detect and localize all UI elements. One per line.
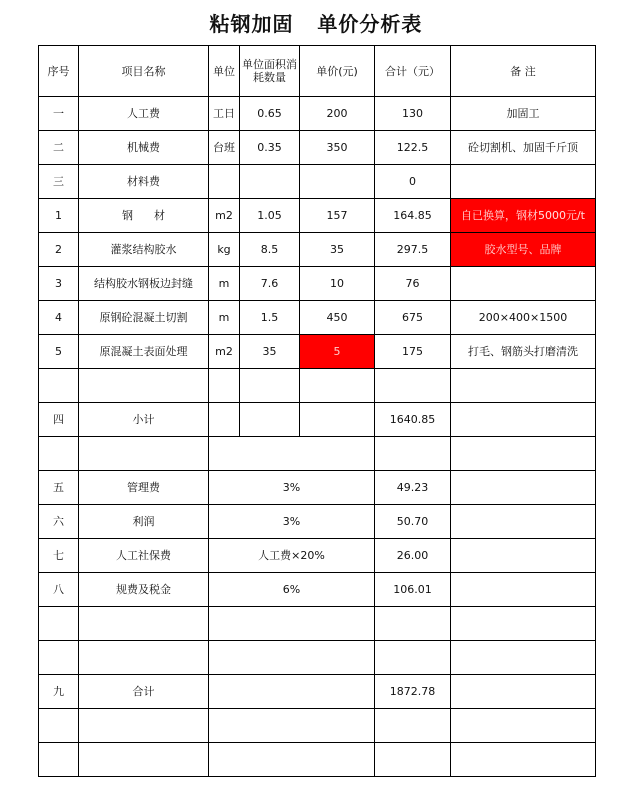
- table-row: [39, 267, 596, 301]
- row-unit: kg: [209, 233, 240, 267]
- row-unit: 台班: [209, 131, 240, 165]
- row-price-highlighted: 5: [300, 335, 375, 369]
- row-unit: m: [209, 267, 240, 301]
- row-qty: 0.65: [240, 97, 300, 131]
- row-seq: 2: [39, 233, 79, 267]
- grand-total-row: [39, 675, 596, 709]
- header-name: 项目名称: [79, 46, 209, 97]
- fee-seq: 五: [39, 471, 79, 505]
- row-name: 原钢砼混凝土切割: [79, 301, 209, 335]
- header-note: 备 注: [451, 46, 596, 97]
- row-unit: 工日: [209, 97, 240, 131]
- fee-rate: 3%: [209, 505, 375, 539]
- unit-price-analysis-table: [38, 45, 596, 777]
- row-note: 砼切割机、加固千斤顶: [451, 131, 596, 165]
- row-qty: 1.05: [240, 199, 300, 233]
- row-qty: 8.5: [240, 233, 300, 267]
- row-qty: [240, 165, 300, 199]
- table-row: [39, 97, 596, 131]
- row-note: [451, 267, 596, 301]
- row-note-highlighted: 胶水型号、品牌: [451, 233, 596, 267]
- subtotal-value: 1640.85: [375, 403, 451, 437]
- table-row: [39, 131, 596, 165]
- row-note: 打毛、钢筋头打磨清洗: [451, 335, 596, 369]
- table-row: [39, 199, 596, 233]
- row-total: 76: [375, 267, 451, 301]
- fee-rate: 人工费×20%: [209, 539, 375, 573]
- row-name: 人工费: [79, 97, 209, 131]
- row-qty: 35: [240, 335, 300, 369]
- row-price: 157: [300, 199, 375, 233]
- fee-name: 管理费: [79, 471, 209, 505]
- empty-row: [39, 437, 596, 471]
- fee-total: 50.70: [375, 505, 451, 539]
- subtotal-label: 小计: [79, 403, 209, 437]
- row-note: 加固工: [451, 97, 596, 131]
- fee-name: 规费及税金: [79, 573, 209, 607]
- row-qty: 1.5: [240, 301, 300, 335]
- row-seq: 1: [39, 199, 79, 233]
- row-price: 10: [300, 267, 375, 301]
- fee-row: [39, 539, 596, 573]
- empty-row: [39, 607, 596, 641]
- row-total: 122.5: [375, 131, 451, 165]
- row-price: [300, 165, 375, 199]
- header-price: 单价(元): [300, 46, 375, 97]
- row-price: 35: [300, 233, 375, 267]
- fee-total: 106.01: [375, 573, 451, 607]
- row-unit: [209, 165, 240, 199]
- row-seq: 二: [39, 131, 79, 165]
- page-title: 粘钢加固 单价分析表: [209, 12, 423, 36]
- row-seq: 一: [39, 97, 79, 131]
- empty-row: [39, 709, 596, 743]
- row-seq: 3: [39, 267, 79, 301]
- row-unit: m: [209, 301, 240, 335]
- row-note: 200×400×1500: [451, 301, 596, 335]
- fee-seq: 七: [39, 539, 79, 573]
- empty-row: [39, 743, 596, 777]
- fee-rate: 3%: [209, 471, 375, 505]
- table-row: [39, 165, 596, 199]
- row-price: 450: [300, 301, 375, 335]
- row-name: 灌浆结构胶水: [79, 233, 209, 267]
- row-name: 钢 材: [79, 199, 209, 233]
- row-seq: 4: [39, 301, 79, 335]
- grand-total-value: 1872.78: [375, 675, 451, 709]
- row-note-highlighted: 自已换算，钢材5000元/t: [451, 199, 596, 233]
- row-name: 材料费: [79, 165, 209, 199]
- header-unit: 单位: [209, 46, 240, 97]
- row-price: 200: [300, 97, 375, 131]
- row-total: 164.85: [375, 199, 451, 233]
- table-row: [39, 335, 596, 369]
- row-unit: m2: [209, 335, 240, 369]
- grand-total-seq: 九: [39, 675, 79, 709]
- table-row: [39, 233, 596, 267]
- empty-row: [39, 369, 596, 403]
- header-total: 合计（元）: [375, 46, 451, 97]
- row-seq: 5: [39, 335, 79, 369]
- fee-row: [39, 573, 596, 607]
- row-total: 297.5: [375, 233, 451, 267]
- table-row: [39, 301, 596, 335]
- row-seq: 三: [39, 165, 79, 199]
- row-total: 130: [375, 97, 451, 131]
- fee-total: 26.00: [375, 539, 451, 573]
- row-note: [451, 165, 596, 199]
- row-total: 675: [375, 301, 451, 335]
- fee-seq: 六: [39, 505, 79, 539]
- grand-total-label: 合计: [79, 675, 209, 709]
- empty-row: [39, 641, 596, 675]
- fee-name: 利润: [79, 505, 209, 539]
- header-qty: 单位面积消耗数量: [240, 46, 300, 97]
- fee-name: 人工社保费: [79, 539, 209, 573]
- header-row: [39, 46, 596, 97]
- row-qty: 0.35: [240, 131, 300, 165]
- fee-row: [39, 505, 596, 539]
- row-name: 结构胶水钢板边封缝: [79, 267, 209, 301]
- row-total: 0: [375, 165, 451, 199]
- row-unit: m2: [209, 199, 240, 233]
- row-total: 175: [375, 335, 451, 369]
- fee-row: [39, 471, 596, 505]
- row-qty: 7.6: [240, 267, 300, 301]
- row-price: 350: [300, 131, 375, 165]
- row-name: 原混凝土表面处理: [79, 335, 209, 369]
- fee-seq: 八: [39, 573, 79, 607]
- fee-total: 49.23: [375, 471, 451, 505]
- subtotal-seq: 四: [39, 403, 79, 437]
- header-seq: 序号: [39, 46, 79, 97]
- fee-rate: 6%: [209, 573, 375, 607]
- row-name: 机械费: [79, 131, 209, 165]
- subtotal-row: [39, 403, 596, 437]
